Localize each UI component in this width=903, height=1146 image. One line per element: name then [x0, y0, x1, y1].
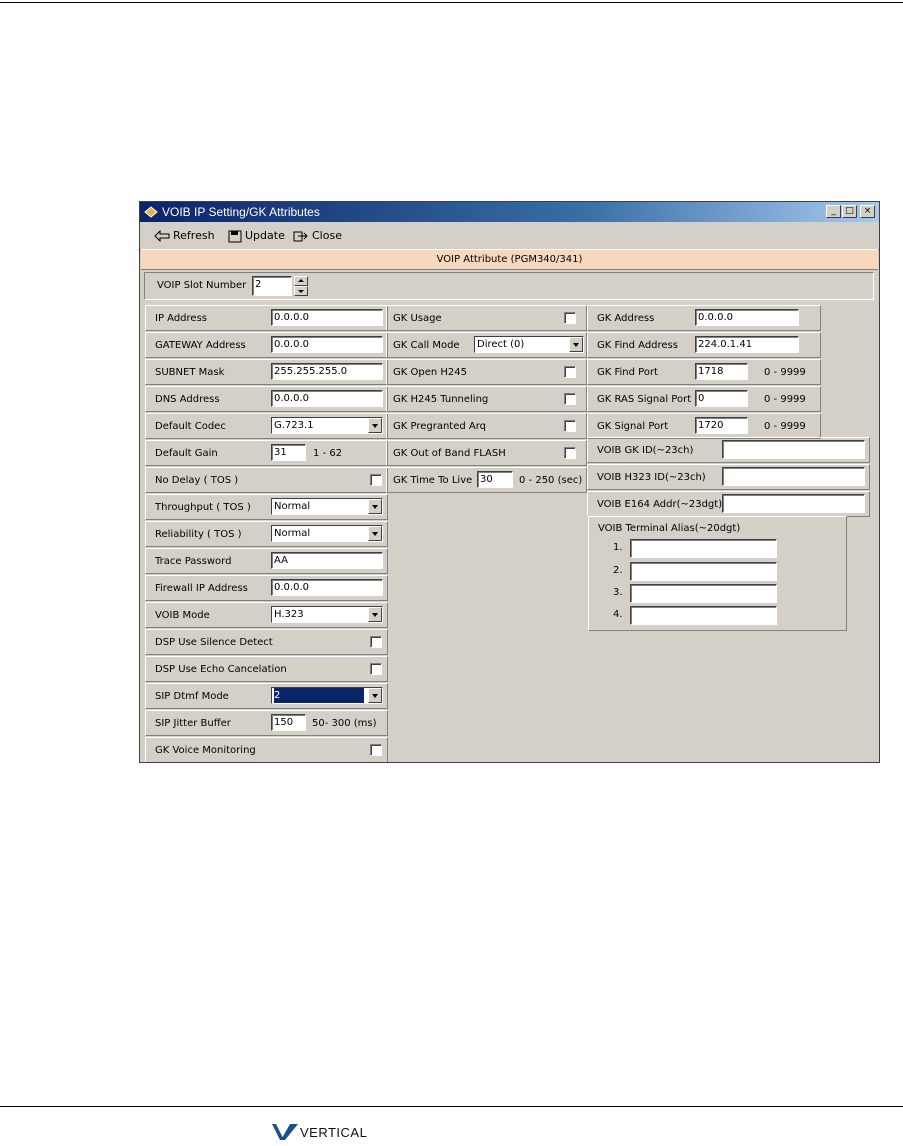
gk-signal-port-range: 0 - 9999: [764, 421, 806, 432]
gk-find-address-label: GK Find Address: [597, 340, 678, 351]
gk-find-port-row: [587, 359, 821, 385]
reliability-select[interactable]: [271, 525, 383, 542]
gk-h245-tunneling-label: GK H245 Tunneling: [393, 394, 489, 405]
chevron-down-icon[interactable]: [569, 337, 583, 352]
gk-open-h245-row: [386, 359, 587, 385]
dsp-silence-checkbox[interactable]: [370, 636, 382, 648]
firewall-ip-input[interactable]: 0.0.0.0: [271, 579, 383, 596]
gk-find-port-range: 0 - 9999: [764, 367, 806, 378]
gk-call-mode-row: [386, 332, 587, 358]
close-window-button[interactable]: ×: [860, 205, 875, 218]
no-delay-row: [145, 467, 388, 493]
slot-row: [144, 272, 874, 300]
alias-1-input[interactable]: [630, 539, 777, 558]
firewall-ip-label: Firewall IP Address: [155, 583, 248, 594]
gk-find-port-label: GK Find Port: [597, 367, 658, 378]
update-button[interactable]: [228, 227, 285, 245]
close-label: Close: [312, 229, 342, 242]
gk-oob-flash-label: GK Out of Band FLASH: [393, 448, 506, 459]
gk-voice-monitoring-row: [145, 737, 388, 763]
chevron-down-icon[interactable]: [368, 607, 382, 622]
gk-oob-flash-checkbox[interactable]: [564, 447, 576, 459]
no-delay-label: No Delay ( TOS ): [155, 475, 239, 486]
voib-e164-label: VOIB E164 Addr(~23dgt): [597, 499, 723, 510]
dialog-window: [139, 201, 880, 763]
top-rule: [0, 2, 903, 3]
sip-dtmf-select[interactable]: [271, 687, 383, 704]
voib-gk-id-label: VOIB GK ID(~23ch): [597, 445, 694, 456]
default-codec-row: [145, 413, 388, 439]
reliability-row: [145, 521, 388, 547]
ip-address-input[interactable]: 0.0.0.0: [271, 309, 383, 326]
title-bar[interactable]: [140, 202, 879, 222]
close-button[interactable]: [293, 227, 342, 245]
vertical-logo: [272, 1122, 367, 1142]
voib-mode-value: H.323: [274, 609, 304, 620]
voib-h323-id-input[interactable]: [722, 467, 865, 486]
gk-ttl-input[interactable]: 30: [477, 471, 513, 488]
voib-mode-label: VOIB Mode: [155, 610, 210, 621]
window-title: VOIB IP Setting/GK Attributes: [162, 205, 320, 219]
dsp-echo-label: DSP Use Echo Cancelation: [155, 664, 287, 675]
sip-dtmf-value: 2: [274, 688, 364, 703]
sip-jitter-label: SIP Jitter Buffer: [155, 718, 231, 729]
gk-address-row: [587, 305, 821, 331]
no-delay-checkbox[interactable]: [370, 474, 382, 486]
toolbar: [140, 223, 879, 250]
sip-jitter-input[interactable]: 150: [271, 714, 306, 731]
refresh-button[interactable]: [154, 227, 215, 245]
gk-voice-monitoring-checkbox[interactable]: [370, 744, 382, 756]
chevron-down-icon[interactable]: [368, 418, 382, 433]
chevron-down-icon[interactable]: [368, 499, 382, 514]
dsp-silence-row: [145, 629, 388, 655]
voib-h323-id-row: [587, 464, 870, 490]
trace-password-input[interactable]: AA: [271, 552, 383, 569]
gk-call-mode-label: GK Call Mode: [393, 340, 460, 351]
throughput-select[interactable]: [271, 498, 383, 515]
back-arrow-icon: [154, 230, 170, 242]
trace-password-label: Trace Password: [155, 556, 232, 567]
gk-h245-tunneling-checkbox[interactable]: [564, 393, 576, 405]
slot-input[interactable]: 2: [252, 276, 292, 296]
app-icon: [144, 205, 158, 219]
gk-signal-port-input[interactable]: 1720: [695, 417, 748, 434]
ip-address-row: [145, 305, 388, 331]
alias-3-label: 3.: [613, 587, 623, 598]
gk-find-address-row: [587, 332, 821, 358]
logo-text: VERTICAL: [300, 1124, 368, 1140]
dns-address-row: [145, 386, 388, 412]
section-banner: VOIP Attribute (PGM340/341): [141, 249, 878, 270]
voib-h323-id-label: VOIB H323 ID(~23ch): [597, 472, 706, 483]
gk-ras-port-input[interactable]: 0: [695, 390, 748, 407]
default-codec-value: G.723.1: [274, 420, 314, 431]
reliability-value: Normal: [274, 528, 311, 539]
gk-usage-row: [386, 305, 587, 331]
minimize-button[interactable]: _: [826, 205, 841, 218]
gk-signal-port-row: [587, 413, 821, 439]
slot-label: VOIP Slot Number: [157, 280, 247, 291]
bottom-rule: [0, 1106, 903, 1107]
gk-call-mode-value: Direct (0): [477, 339, 525, 350]
gk-oob-flash-row: [386, 440, 587, 466]
voib-e164-input[interactable]: [722, 494, 865, 513]
throughput-row: [145, 494, 388, 520]
voib-mode-row: [145, 602, 388, 628]
reliability-label: Reliability ( TOS ): [155, 529, 242, 540]
gk-ttl-label: GK Time To Live: [393, 475, 473, 486]
gk-address-label: GK Address: [597, 313, 655, 324]
throughput-label: Throughput ( TOS ): [155, 502, 251, 513]
gk-h245-tunneling-row: [386, 386, 587, 412]
default-codec-label: Default Codec: [155, 421, 226, 432]
dns-address-label: DNS Address: [155, 394, 220, 405]
chevron-down-icon[interactable]: [368, 526, 382, 541]
sip-jitter-range: 50- 300 (ms): [312, 718, 377, 729]
dns-address-input[interactable]: 0.0.0.0: [271, 390, 383, 407]
alias-3-input[interactable]: [630, 584, 777, 603]
gk-open-h245-checkbox[interactable]: [564, 366, 576, 378]
update-label: Update: [245, 229, 285, 242]
dsp-silence-label: DSP Use Silence Detect: [155, 637, 273, 648]
gk-ras-port-row: [587, 386, 821, 412]
terminal-alias-title: VOIB Terminal Alias(~20dgt): [598, 523, 741, 534]
voib-mode-select[interactable]: [271, 606, 383, 623]
voib-gk-id-input[interactable]: [722, 440, 865, 459]
gk-ttl-row: [386, 467, 587, 493]
dsp-echo-row: [145, 656, 388, 682]
sip-dtmf-label: SIP Dtmf Mode: [155, 691, 229, 702]
spin-down-icon[interactable]: [294, 286, 308, 296]
alias-4-input[interactable]: [630, 606, 777, 625]
gk-find-port-input[interactable]: 1718: [695, 363, 748, 380]
voib-e164-row: [587, 491, 870, 517]
terminal-alias-group: [588, 516, 847, 631]
gk-pregranted-arq-label: GK Pregranted Arq: [393, 421, 487, 432]
gk-ras-port-label: GK RAS Signal Port: [597, 394, 692, 405]
default-gain-range: 1 - 62: [313, 448, 343, 459]
gateway-address-input[interactable]: 0.0.0.0: [271, 336, 383, 353]
alias-2-input[interactable]: [630, 562, 777, 581]
gk-signal-port-label: GK Signal Port: [597, 421, 669, 432]
maximize-button[interactable]: □: [842, 205, 857, 218]
gateway-address-label: GATEWAY Address: [155, 340, 246, 351]
refresh-label: Refresh: [173, 229, 215, 242]
alias-1-label: 1.: [613, 542, 623, 553]
vertical-v-icon: [272, 1122, 298, 1142]
dsp-echo-checkbox[interactable]: [370, 663, 382, 675]
slot-spinner[interactable]: [294, 276, 308, 296]
default-gain-label: Default Gain: [155, 448, 218, 459]
gk-address-input[interactable]: 0.0.0.0: [695, 309, 799, 326]
gk-pregranted-arq-row: [386, 413, 587, 439]
gk-find-address-input[interactable]: 224.0.1.41: [695, 336, 799, 353]
gateway-address-row: [145, 332, 388, 358]
default-gain-row: [145, 440, 388, 466]
gk-usage-label: GK Usage: [393, 313, 442, 324]
gk-usage-checkbox[interactable]: [564, 312, 576, 324]
spin-up-icon[interactable]: [294, 276, 308, 286]
gk-call-mode-select[interactable]: [474, 336, 584, 353]
exit-icon: [293, 230, 309, 242]
trace-password-row: [145, 548, 388, 574]
gk-ras-port-range: 0 - 9999: [764, 394, 806, 405]
default-gain-input[interactable]: 31: [271, 444, 306, 461]
firewall-ip-row: [145, 575, 388, 601]
sip-jitter-row: [145, 710, 388, 736]
subnet-mask-label: SUBNET Mask: [155, 367, 225, 378]
gk-voice-monitoring-label: GK Voice Monitoring: [155, 745, 256, 756]
sip-dtmf-row: [145, 683, 388, 709]
subnet-mask-input[interactable]: 255.255.255.0: [271, 363, 383, 380]
voib-gk-id-row: [587, 437, 870, 463]
save-icon: [228, 230, 242, 243]
alias-2-label: 2.: [613, 565, 623, 576]
alias-4-label: 4.: [613, 609, 623, 620]
ip-address-label: IP Address: [155, 313, 207, 324]
gk-open-h245-label: GK Open H245: [393, 367, 467, 378]
gk-pregranted-arq-checkbox[interactable]: [564, 420, 576, 432]
chevron-down-icon[interactable]: [368, 688, 382, 703]
throughput-value: Normal: [274, 501, 311, 512]
subnet-mask-row: [145, 359, 388, 385]
gk-ttl-range: 0 - 250 (sec): [519, 475, 583, 486]
default-codec-select[interactable]: [271, 417, 383, 434]
